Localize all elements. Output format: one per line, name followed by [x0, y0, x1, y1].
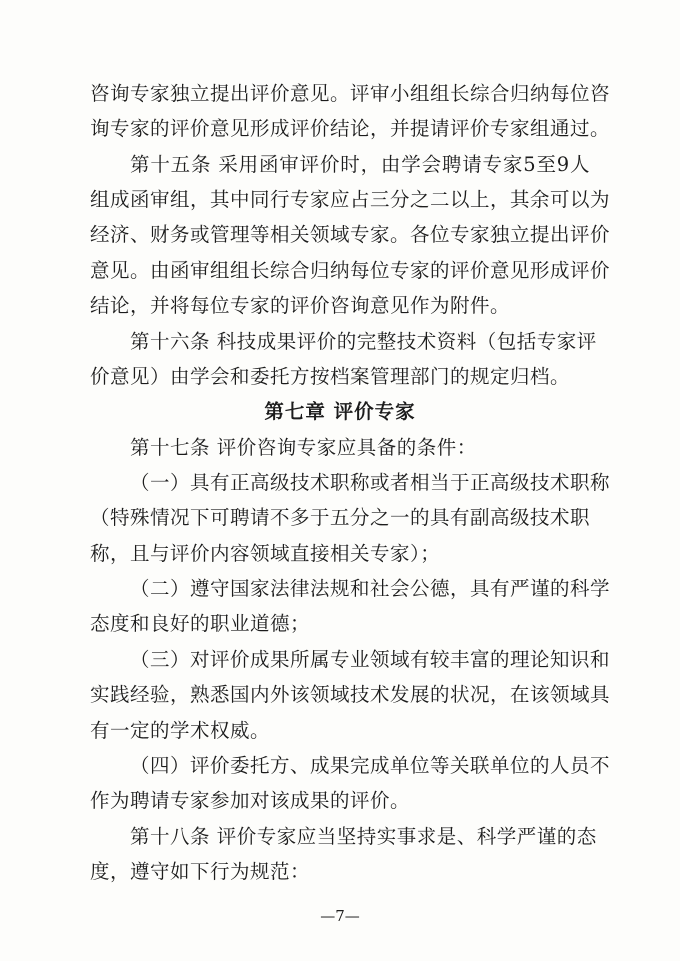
- text-line: 度，遵守如下行为规范：: [90, 860, 311, 883]
- text-line: 作为聘请专家参加对该成果的评价。: [90, 789, 411, 812]
- text-line: 意见。由函审组组长综合归纳每位专家的评价意见形成评价: [90, 259, 611, 282]
- page-number: —7—: [320, 907, 360, 925]
- text-line: 经济、财务或管理等相关领域专家。各位专家独立提出评价: [90, 223, 611, 246]
- text-line: （三）对评价成果所属专业领域有较丰富的理论知识和: [130, 648, 611, 671]
- text-line: 有一定的学术权威。: [90, 719, 271, 742]
- text-line: （四）评价委托方、成果完成单位等关联单位的人员不: [130, 754, 611, 777]
- text-line: 组成函审组，其中同行专家应占三分之二以上，其余可以为: [90, 188, 611, 211]
- text-line: 称，且与评价内容领域直接相关专家）；: [90, 542, 441, 565]
- text-line: （一）具有正高级技术职称或者相当于正高级技术职称: [130, 471, 611, 494]
- text-line: 结论，并将每位专家的评价咨询意见作为附件。: [90, 294, 511, 317]
- text-line: （二）遵守国家法律法规和社会公德，具有严谨的科学: [130, 577, 611, 600]
- text-line: 第十六条 科技成果评价的完整技术资料（包括专家评: [130, 330, 597, 353]
- text-line: 询专家的评价意见形成评价结论，并提请评价专家组通过。: [90, 117, 611, 140]
- text-line: 态度和良好的职业道德；: [90, 612, 311, 635]
- chapter-heading: 第七章 评价专家: [264, 400, 416, 423]
- text-line: 第十八条 评价专家应当坚持实事求是、科学严谨的态: [130, 825, 597, 848]
- text-line: 价意见）由学会和委托方按档案管理部门的规定归档。: [90, 365, 571, 388]
- text-line: 第十五条 采用函审评价时，由学会聘请专家5至9人: [130, 153, 590, 176]
- text-line: 咨询专家独立提出评价意见。评审小组组长综合归纳每位咨: [90, 82, 611, 105]
- text-line: 第十七条 评价咨询专家应具备的条件：: [130, 436, 477, 459]
- text-line: 实践经验，熟悉国内外该领域技术发展的状况，在该领域具: [90, 683, 611, 706]
- text-line: （特殊情况下可聘请不多于五分之一的具有副高级技术职: [90, 506, 591, 529]
